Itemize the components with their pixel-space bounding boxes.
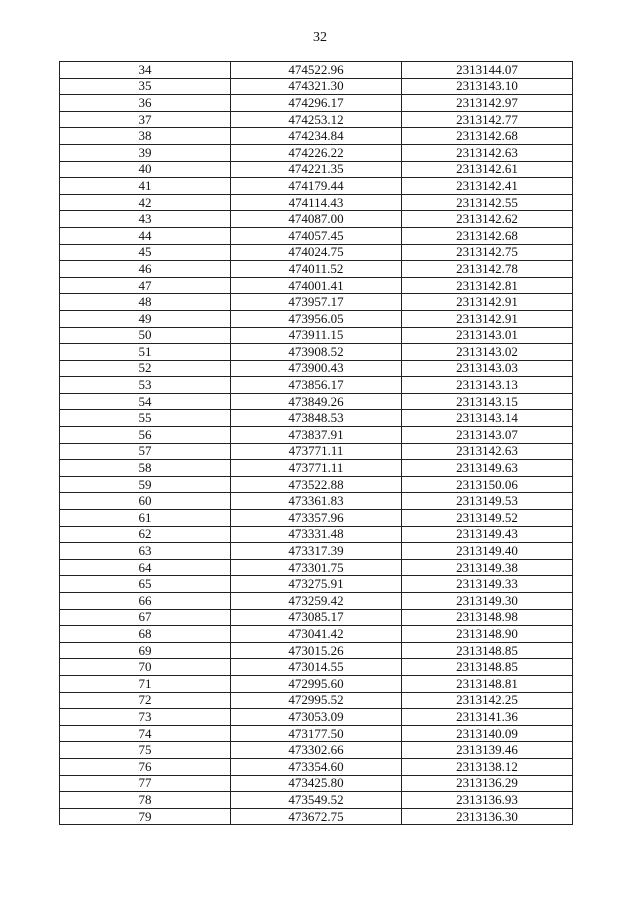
x-coordinate-cell: 474221.35 [231, 161, 402, 178]
y-coordinate-cell: 2313149.43 [402, 526, 573, 543]
x-coordinate-cell: 473956.05 [231, 310, 402, 327]
point-number-cell: 56 [60, 427, 231, 444]
x-coordinate-cell: 473041.42 [231, 626, 402, 643]
y-coordinate-cell: 2313143.03 [402, 360, 573, 377]
y-coordinate-cell: 2313143.02 [402, 344, 573, 361]
x-coordinate-cell: 473014.55 [231, 659, 402, 676]
y-coordinate-cell: 2313148.85 [402, 659, 573, 676]
table-row [60, 709, 573, 726]
x-coordinate-cell: 473015.26 [231, 642, 402, 659]
point-number-cell: 40 [60, 161, 231, 178]
x-coordinate-cell: 473957.17 [231, 294, 402, 311]
table-row [60, 493, 573, 510]
table-row [60, 393, 573, 410]
x-coordinate-cell: 473053.09 [231, 709, 402, 726]
y-coordinate-cell: 2313143.10 [402, 78, 573, 95]
x-coordinate-cell: 474522.96 [231, 62, 402, 79]
x-coordinate-cell: 473549.52 [231, 792, 402, 809]
table-row [60, 526, 573, 543]
point-number-cell: 69 [60, 642, 231, 659]
x-coordinate-cell: 473672.75 [231, 808, 402, 825]
table-row [60, 227, 573, 244]
x-coordinate-cell: 473900.43 [231, 360, 402, 377]
y-coordinate-cell: 2313138.12 [402, 758, 573, 775]
x-coordinate-cell: 473275.91 [231, 576, 402, 593]
y-coordinate-cell: 2313141.36 [402, 709, 573, 726]
x-coordinate-cell: 474011.52 [231, 261, 402, 278]
point-number-cell: 70 [60, 659, 231, 676]
x-coordinate-cell: 473302.66 [231, 742, 402, 759]
table-row [60, 261, 573, 278]
table-row [60, 277, 573, 294]
y-coordinate-cell: 2313143.01 [402, 327, 573, 344]
y-coordinate-cell: 2313142.41 [402, 178, 573, 195]
x-coordinate-cell: 473848.53 [231, 410, 402, 427]
y-coordinate-cell: 2313143.07 [402, 427, 573, 444]
point-number-cell: 61 [60, 510, 231, 527]
y-coordinate-cell: 2313143.14 [402, 410, 573, 427]
point-number-cell: 63 [60, 543, 231, 560]
point-number-cell: 75 [60, 742, 231, 759]
point-number-cell: 72 [60, 692, 231, 709]
point-number-cell: 76 [60, 758, 231, 775]
table-row [60, 808, 573, 825]
y-coordinate-cell: 2313149.52 [402, 510, 573, 527]
y-coordinate-cell: 2313148.98 [402, 609, 573, 626]
y-coordinate-cell: 2313142.63 [402, 144, 573, 161]
y-coordinate-cell: 2313142.91 [402, 294, 573, 311]
y-coordinate-cell: 2313144.07 [402, 62, 573, 79]
x-coordinate-cell: 473771.11 [231, 443, 402, 460]
x-coordinate-cell: 472995.52 [231, 692, 402, 709]
x-coordinate-cell: 473354.60 [231, 758, 402, 775]
point-number-cell: 62 [60, 526, 231, 543]
table-row [60, 62, 573, 79]
point-number-cell: 79 [60, 808, 231, 825]
table-row [60, 576, 573, 593]
table-row [60, 443, 573, 460]
x-coordinate-cell: 474001.41 [231, 277, 402, 294]
point-number-cell: 53 [60, 377, 231, 394]
point-number-cell: 44 [60, 227, 231, 244]
y-coordinate-cell: 2313149.53 [402, 493, 573, 510]
point-number-cell: 59 [60, 476, 231, 493]
x-coordinate-cell: 473837.91 [231, 427, 402, 444]
y-coordinate-cell: 2313136.30 [402, 808, 573, 825]
point-number-cell: 43 [60, 211, 231, 228]
table-row [60, 178, 573, 195]
y-coordinate-cell: 2313149.30 [402, 593, 573, 610]
x-coordinate-cell: 473911.15 [231, 327, 402, 344]
x-coordinate-cell: 473771.11 [231, 460, 402, 477]
table-row [60, 427, 573, 444]
x-coordinate-cell: 474234.84 [231, 128, 402, 145]
x-coordinate-cell: 473177.50 [231, 725, 402, 742]
table-row [60, 609, 573, 626]
y-coordinate-cell: 2313142.62 [402, 211, 573, 228]
table-row [60, 659, 573, 676]
point-number-cell: 49 [60, 310, 231, 327]
x-coordinate-cell: 473849.26 [231, 393, 402, 410]
y-coordinate-cell: 2313148.81 [402, 675, 573, 692]
table-row [60, 244, 573, 261]
point-number-cell: 41 [60, 178, 231, 195]
point-number-cell: 58 [60, 460, 231, 477]
x-coordinate-cell: 474087.00 [231, 211, 402, 228]
point-number-cell: 37 [60, 111, 231, 128]
table-row [60, 360, 573, 377]
x-coordinate-cell: 473259.42 [231, 593, 402, 610]
point-number-cell: 55 [60, 410, 231, 427]
table-row [60, 144, 573, 161]
point-number-cell: 71 [60, 675, 231, 692]
table-row [60, 758, 573, 775]
table-row [60, 675, 573, 692]
x-coordinate-cell: 474253.12 [231, 111, 402, 128]
point-number-cell: 52 [60, 360, 231, 377]
table-row [60, 692, 573, 709]
point-number-cell: 57 [60, 443, 231, 460]
coordinates-table-body [60, 62, 573, 825]
y-coordinate-cell: 2313142.61 [402, 161, 573, 178]
y-coordinate-cell: 2313143.13 [402, 377, 573, 394]
y-coordinate-cell: 2313142.77 [402, 111, 573, 128]
y-coordinate-cell: 2313149.63 [402, 460, 573, 477]
table-row [60, 792, 573, 809]
point-number-cell: 60 [60, 493, 231, 510]
y-coordinate-cell: 2313142.97 [402, 95, 573, 112]
point-number-cell: 47 [60, 277, 231, 294]
table-row [60, 111, 573, 128]
y-coordinate-cell: 2313142.75 [402, 244, 573, 261]
y-coordinate-cell: 2313148.90 [402, 626, 573, 643]
x-coordinate-cell: 473357.96 [231, 510, 402, 527]
x-coordinate-cell: 473331.48 [231, 526, 402, 543]
y-coordinate-cell: 2313142.25 [402, 692, 573, 709]
table-row [60, 344, 573, 361]
table-row [60, 476, 573, 493]
y-coordinate-cell: 2313140.09 [402, 725, 573, 742]
y-coordinate-cell: 2313142.68 [402, 128, 573, 145]
x-coordinate-cell: 472995.60 [231, 675, 402, 692]
table-row [60, 725, 573, 742]
table-row [60, 161, 573, 178]
table-row [60, 410, 573, 427]
point-number-cell: 39 [60, 144, 231, 161]
point-number-cell: 46 [60, 261, 231, 278]
table-row [60, 78, 573, 95]
table-row [60, 327, 573, 344]
y-coordinate-cell: 2313142.78 [402, 261, 573, 278]
page-number: 32 [313, 30, 327, 45]
table-row [60, 310, 573, 327]
table-row [60, 294, 573, 311]
point-number-cell: 77 [60, 775, 231, 792]
y-coordinate-cell: 2313143.15 [402, 393, 573, 410]
point-number-cell: 68 [60, 626, 231, 643]
table-row [60, 460, 573, 477]
x-coordinate-cell: 473317.39 [231, 543, 402, 560]
point-number-cell: 50 [60, 327, 231, 344]
x-coordinate-cell: 474114.43 [231, 194, 402, 211]
point-number-cell: 67 [60, 609, 231, 626]
x-coordinate-cell: 473425.80 [231, 775, 402, 792]
point-number-cell: 38 [60, 128, 231, 145]
x-coordinate-cell: 473856.17 [231, 377, 402, 394]
point-number-cell: 42 [60, 194, 231, 211]
table-row [60, 510, 573, 527]
x-coordinate-cell: 474179.44 [231, 178, 402, 195]
point-number-cell: 54 [60, 393, 231, 410]
table-row [60, 642, 573, 659]
table-row [60, 559, 573, 576]
x-coordinate-cell: 474057.45 [231, 227, 402, 244]
y-coordinate-cell: 2313142.81 [402, 277, 573, 294]
y-coordinate-cell: 2313136.93 [402, 792, 573, 809]
y-coordinate-cell: 2313150.06 [402, 476, 573, 493]
table-row [60, 194, 573, 211]
table-row [60, 95, 573, 112]
table-row [60, 742, 573, 759]
point-number-cell: 45 [60, 244, 231, 261]
point-number-cell: 74 [60, 725, 231, 742]
coordinates-table [59, 61, 573, 825]
x-coordinate-cell: 474296.17 [231, 95, 402, 112]
point-number-cell: 66 [60, 593, 231, 610]
table-row [60, 377, 573, 394]
point-number-cell: 65 [60, 576, 231, 593]
table-row [60, 211, 573, 228]
point-number-cell: 78 [60, 792, 231, 809]
y-coordinate-cell: 2313139.46 [402, 742, 573, 759]
x-coordinate-cell: 473522.88 [231, 476, 402, 493]
table-row [60, 128, 573, 145]
x-coordinate-cell: 473085.17 [231, 609, 402, 626]
x-coordinate-cell: 473361.83 [231, 493, 402, 510]
x-coordinate-cell: 474321.30 [231, 78, 402, 95]
y-coordinate-cell: 2313149.38 [402, 559, 573, 576]
point-number-cell: 36 [60, 95, 231, 112]
table-row [60, 593, 573, 610]
x-coordinate-cell: 473301.75 [231, 559, 402, 576]
table-row [60, 775, 573, 792]
y-coordinate-cell: 2313142.63 [402, 443, 573, 460]
table-row [60, 626, 573, 643]
y-coordinate-cell: 2313142.55 [402, 194, 573, 211]
y-coordinate-cell: 2313148.85 [402, 642, 573, 659]
point-number-cell: 35 [60, 78, 231, 95]
point-number-cell: 73 [60, 709, 231, 726]
point-number-cell: 51 [60, 344, 231, 361]
x-coordinate-cell: 473908.52 [231, 344, 402, 361]
y-coordinate-cell: 2313142.68 [402, 227, 573, 244]
table-row [60, 543, 573, 560]
y-coordinate-cell: 2313142.91 [402, 310, 573, 327]
y-coordinate-cell: 2313136.29 [402, 775, 573, 792]
x-coordinate-cell: 474226.22 [231, 144, 402, 161]
x-coordinate-cell: 474024.75 [231, 244, 402, 261]
y-coordinate-cell: 2313149.40 [402, 543, 573, 560]
y-coordinate-cell: 2313149.33 [402, 576, 573, 593]
point-number-cell: 48 [60, 294, 231, 311]
point-number-cell: 64 [60, 559, 231, 576]
point-number-cell: 34 [60, 62, 231, 79]
